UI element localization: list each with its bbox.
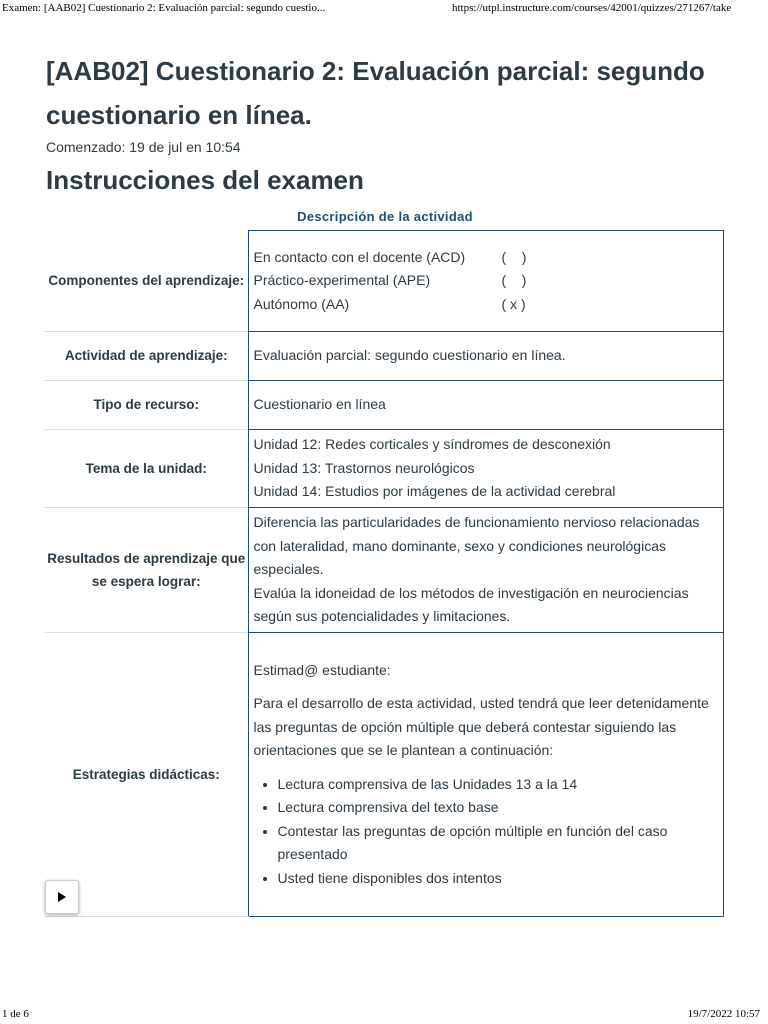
table-row	[45, 430, 723, 508]
component-text: Autónomo (AA)	[253, 295, 350, 312]
print-footer	[0, 1006, 768, 1024]
table-row	[45, 231, 723, 332]
quiz-started-time: Comenzado: 19 de jul en 10:54	[46, 139, 241, 155]
list-item: • Lectura comprensiva del texto base	[278, 796, 718, 820]
table-row	[45, 381, 723, 430]
quiz-title: [AAB02] Cuestionario 2: Evaluación parcial: segundo cuestionario en línea.	[46, 56, 705, 130]
expected-result: Evalúa la idoneidad de los métodos de investigación en neurociencias según sus potencialidades y limitaciones.	[253, 584, 689, 625]
print-page-number: 1 de 6	[2, 1008, 29, 1020]
unit-line: Unidad 13: Trastornos neurológicos	[253, 459, 475, 476]
list-item: • Contestar las preguntas de opción múltiple en función del caso presentado	[278, 820, 718, 867]
expected-results-value	[248, 508, 723, 633]
component-mark: ( )	[501, 248, 527, 265]
print-url: https://utpl.instructure.com/courses/42001/quizzes/271267/take	[452, 2, 732, 14]
component-mark: ( )	[501, 272, 527, 289]
unit-line: Unidad 14: Estudios por imágenes de la actividad cerebral	[253, 483, 616, 500]
list-item: • Usted tiene disponibles dos intentos	[278, 867, 718, 891]
table-row	[45, 332, 723, 381]
strategies-greeting: Estimad@ estudiante:	[253, 661, 391, 678]
print-header	[0, 0, 768, 18]
resource-type-value: Cuestionario en línea	[248, 381, 723, 430]
learning-activity-value: Evaluación parcial: segundo cuestionario en línea.	[248, 332, 723, 381]
play-icon	[57, 892, 67, 902]
strategies-list	[254, 773, 718, 891]
unit-line: Unidad 12: Redes corticales y síndromes de desconexión	[253, 436, 611, 453]
print-datetime: 19/7/2022 10:57	[687, 1008, 760, 1020]
learning-activity-label: Actividad de aprendizaje:	[45, 332, 248, 381]
component-mark: ( x )	[501, 295, 526, 312]
component-item	[254, 269, 718, 293]
component-item	[254, 293, 718, 317]
print-page-title: Examen: [AAB02] Cuestionario 2: Evaluación parcial: segundo cuestio...	[2, 2, 326, 14]
strategies-intro: Para el desarrollo de esta actividad, usted tendrá que leer detenidamente las preguntas de opción múltiple que deberá contestar siguiendo las orientaciones que se le plantean a continuación:	[253, 695, 709, 759]
strategies-value	[248, 633, 723, 917]
table-row	[45, 633, 723, 917]
component-text: En contacto con el docente (ACD)	[253, 248, 466, 265]
table-row	[45, 508, 723, 633]
instructions-heading: Instrucciones del examen	[46, 165, 364, 195]
activity-table-caption: Descripción de la actividad	[297, 209, 473, 224]
components-value	[248, 231, 723, 332]
play-button[interactable]	[45, 880, 79, 914]
expected-result: Diferencia las particularidades de funcionamiento nervioso relacionadas con lateralidad, mano dominante, sexo y condiciones neurológicas especiales.	[253, 514, 700, 578]
list-item: • Lectura comprensiva de las Unidades 13 a la 14	[278, 773, 718, 797]
component-text: Práctico-experimental (APE)	[253, 272, 431, 289]
components-label: Componentes del aprendizaje:	[48, 273, 245, 288]
resource-type-label: Tipo de recurso:	[45, 381, 248, 430]
unit-topic-label: Tema de la unidad:	[45, 430, 248, 508]
component-item	[254, 246, 718, 270]
unit-topic-value	[248, 430, 723, 508]
strategies-label: Estrategias didácticas:	[45, 633, 248, 917]
expected-results-label: Resultados de aprendizaje que se espera lograr:	[45, 508, 248, 633]
activity-description-table	[45, 230, 724, 917]
